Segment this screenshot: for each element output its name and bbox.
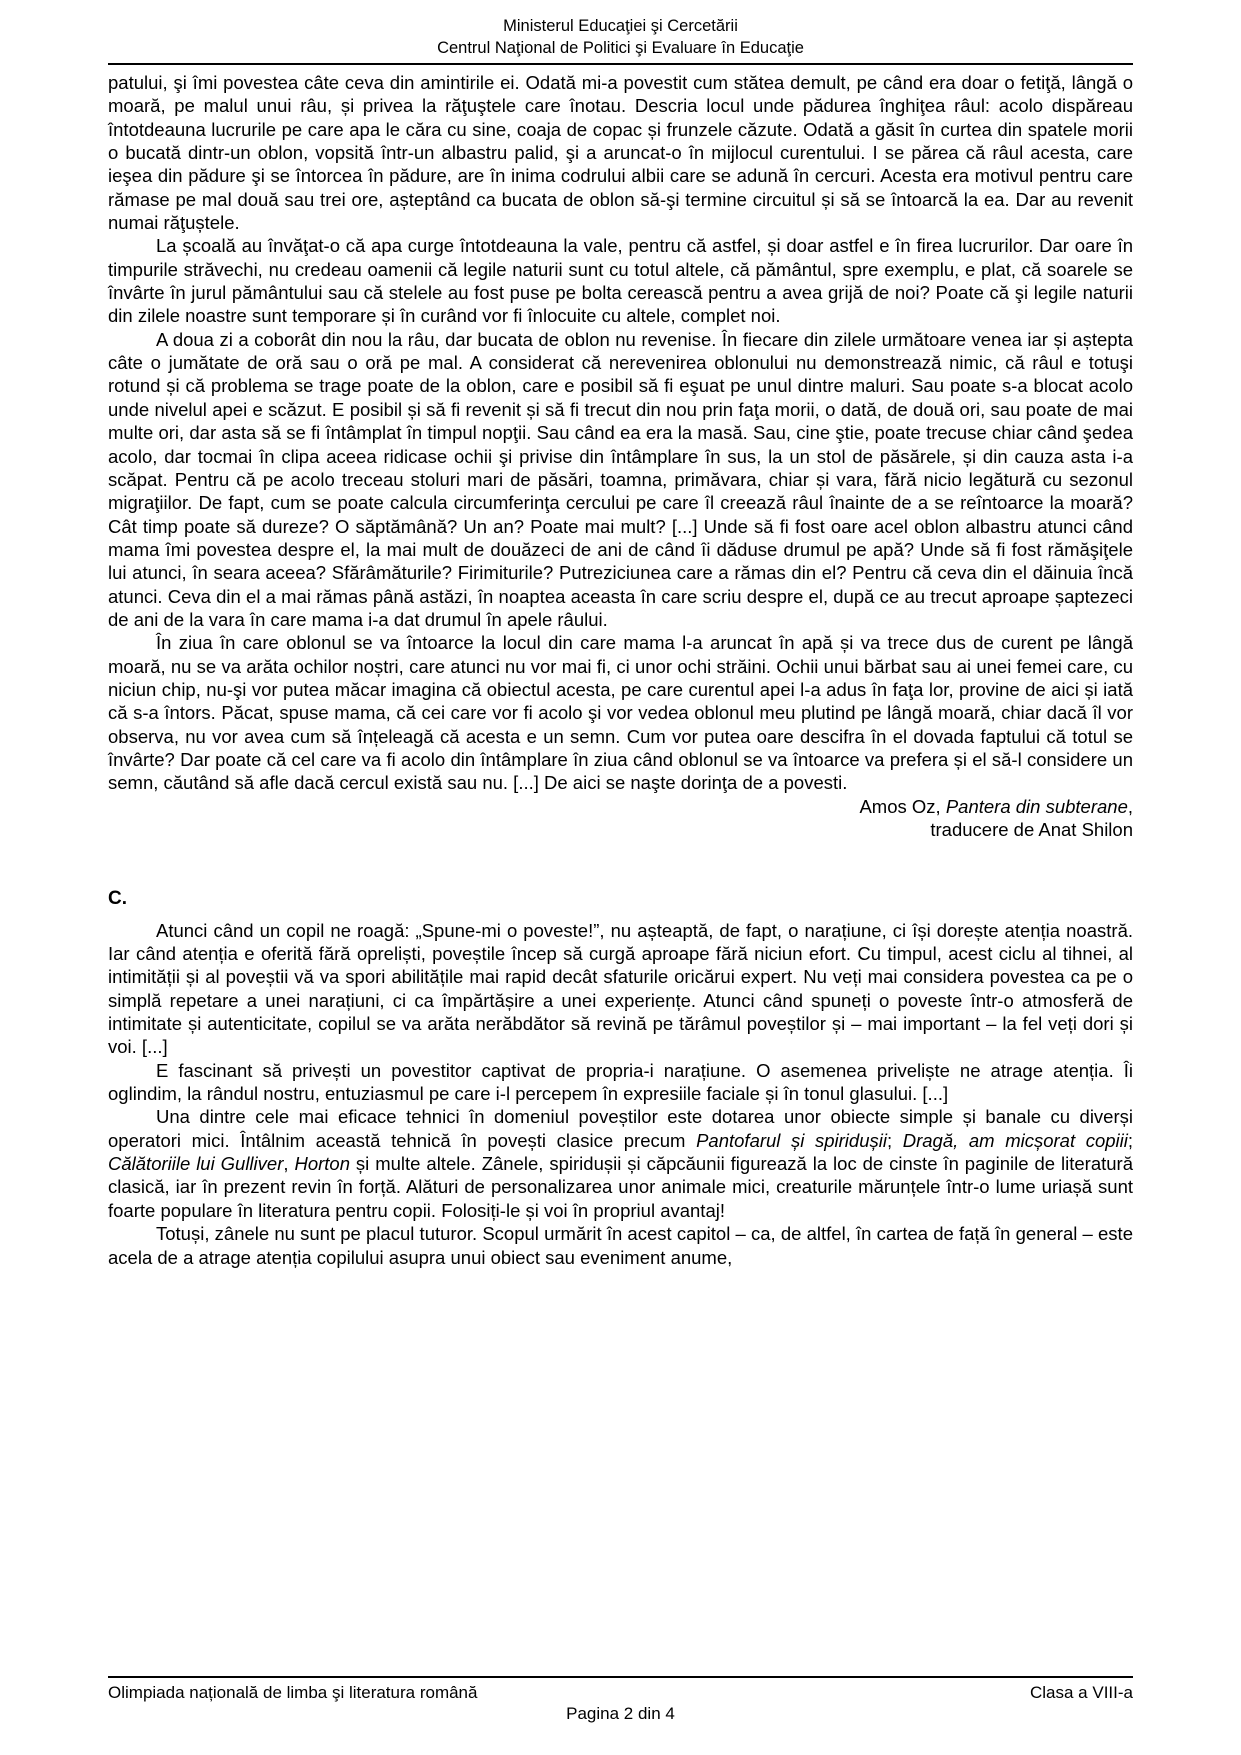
passage-c-paragraph-1: Atunci când un copil ne roagă: „Spune-mi o poveste!”, nu așteaptă, de fapt, o narațiune, ci își dorește atenția noastră. Iar când atenția e oferită fără opreliști, poveștile încep să curgă aproape fără niciun efort. Cu timpul, acest ciclu al tihnei, al intimității și al poveștii vă va spori abilitățile mai rapid decât sfaturile oricărui expert. Nu veți mai considera povestea ca pe o simplă repetare a unei narațiuni, ci ca împărtășire a unei experiențe. Atunci când spuneți o poveste într-o atmosferă de intimitate și autenticitate, copilul se va arăta nerăbdător să revină pe tărâmul poveștilor și – mai important – la fel veți dori și voi. [...] <box>108 919 1133 1058</box>
section-c-heading: C. <box>108 888 127 910</box>
passage-c-paragraph-2: E fascinant să privești un povestitor captivat de propria-i narațiune. O asemenea priveliște ne atrage atenția. Îi oglindim, la rândul nostru, entuziasmul pe care i-l percepem în expresiile faciale și în tonul glasului. [...] <box>108 1059 1133 1105</box>
passage-a-paragraph-2: La școală au învăţat-o că apa curge întotdeauna la vale, pentru că astfel, și doar astfel e în firea lucrurilor. Dar oare în timpurile străvechi, nu credeau oamenii că legile naturii sunt cu totul altele, că pământul, spre exemplu, e plat, că soarele se învârte în jurul pământului sau că stelele au fost puse pe bolta cerească pentru a avea grijă de noi? Poate că şi legile naturii din zilele noastre sunt temporare și în curând vor fi înlocuite cu altele, complet noi. <box>108 235 1133 327</box>
passage-a-paragraph-4: În ziua în care oblonul se va întoarce la locul din care mama l-a aruncat în apă și va trece dus de curent pe lângă moară, nu se va arăta ochilor noștri, care atunci nu vor mai fi, ci unor ochi străini. Ochii unui bărbat sau ai unei femei care, cu niciun chip, nu-şi vor putea măcar imagina că obiectul acesta, pe care curentul apei l-a adus în faţa lor, provine de aici și iată că s-a întors. Păcat, spuse mama, că cei care vor fi acolo şi vor vedea oblonul meu plutind pe lângă moară, chiar dacă îl vor observa, nu vor avea cum să înțeleagă că acesta e un semn. Cum vor putea oare descifra în el dovada faptului că totul se învârte? Dar poate că cel care va fi acolo din întâmplare în ziua când oblonul se va întoarce va prefera și el să-l considere un semn, căutând să afle dacă cercul există sau nu. [...] De aici se naşte dorinţa de a povesti. <box>108 632 1133 794</box>
passage-c <box>108 919 1133 1269</box>
footer-divider <box>108 1676 1133 1678</box>
attribution-author-title: Amos Oz, Pantera din subterane, <box>859 795 1133 817</box>
footer-olympiad-title: Olimpiada națională de limba şi literatura română <box>108 1683 478 1702</box>
footer-class-label: Clasa a VIII-a <box>1030 1683 1133 1702</box>
document-header <box>108 10 1133 59</box>
header-divider <box>108 63 1133 65</box>
passage-a <box>108 71 1133 841</box>
footer-top-line <box>108 1682 1133 1703</box>
attribution-translator: traducere de Anat Shilon <box>930 819 1133 840</box>
document-footer <box>108 1676 1133 1724</box>
header-ministry-line: Ministerul Educaţiei şi Cercetării <box>503 17 738 35</box>
passage-a-paragraph-1: patului, şi îmi povestea câte ceva din amintirile ei. Odată mi-a povestit cum stătea demult, pe când era doar o fetiţă, lângă o moară, pe malul unui râu, și privea la răţuştele care înotau. Descria locul unde pădurea înghiţea râul: acolo dispăreau întotdeauna lucrurile pe care apa le căra cu sine, coaja de copac și frunzele căzute. Odată a găsit în curtea din spatele morii o bucată dintr-un oblon, vopsită într-un albastru palid, şi a aruncat-o în mijlocul curentului. I se părea că râul acesta, care ieşea din pădure şi se întorcea în pădure, are în inima codrului albii care se adună în cercuri. Acesta era motivul pentru care rămase pe mal două sau trei ore, așteptând ca bucata de oblon să-şi termine circuitul și să se întoarcă la ea. Dar au revenit numai răţuștele. <box>108 72 1133 234</box>
passage-c-paragraph-3: Una dintre cele mai eficace tehnici în domeniul poveștilor este dotarea unor obiecte simple și banale cu diverși operatori mici. Întâlnim această tehnică în povești clasice precum Pantofarul și spiridușii; Dragă, am micșorat copiii; Călătoriile lui Gulliver, Horton și multe altele. Zânele, spiridușii și căpcăunii figurează la loc de cinste în paginile de literatură clasică, iar în prezent revin în forță. Alături de personalizarea unor animale mici, creaturile mărunțele într-o lume uriașă sunt foarte populare în literatura pentru copii. Folosiți-le și voi în propriul avantaj! <box>108 1106 1134 1221</box>
header-center-line: Centrul Naţional de Politici şi Evaluare în Educaţie <box>437 38 804 57</box>
source-attribution <box>108 795 1133 842</box>
footer-page-number: Pagina 2 din 4 <box>566 1704 675 1723</box>
passage-c-paragraph-4: Totuși, zânele nu sunt pe placul tuturor. Scopul urmărit în acest capitol – ca, de altfel, în cartea de față în general – este acela de a atrage atenția copilului asupra unui obiect sau eveniment anume, <box>108 1223 1133 1268</box>
passage-a-paragraph-3: A doua zi a coborât din nou la râu, dar bucata de oblon nu revenise. În fiecare din zilele următoare venea iar și aștepta câte o jumătate de oră sau o oră pe mal. A considerat că nerevenirea oblonului nu demonstrează nimic, că râul e totuşi rotund și că problema se trage poate de la oblon, care e posibil să fi eşuat pe unul dintre maluri. Sau poate s-a blocat acolo unde nivelul apei e scăzut. E posibil și să fi revenit și să fi trecut din nou prin faţa morii, o dată, de două ori, sau poate de mai multe ori, dar asta să se fi întâmplat în timpul nopţii. Sau când ea era la masă. Sau, cine ştie, poate trecuse chiar când şedea acolo, dar tocmai în clipa aceea ridicase ochii şi privise din întâmplare în sus, la un stol de păsărele, și din cauza asta i-a scăpat. Pentru că pe acolo treceau stoluri mari de păsări, toamna, primăvara, chiar și vara, fără nicio legătură cu sezonul migraţiilor. De fapt, cum se poate calcula circumferinţa cercului pe care îl creează râul înainte de a se reîntoarce la moară? Cât timp poate să dureze? O săptămână? Un an? Poate mai mult? [...] Unde să fi fost oare acel oblon albastru atunci când mama îmi povestea despre el, la mai mult de douăzeci de ani de când îi dăduse drumul pe apă? Unde să fi fost rămăşiţele lui atunci, în seara aceea? Sfărâmăturile? Firimiturile? Putreziciunea care a rămas din el? Pentru că ceva din el dăinuia încă atunci. Ceva din el a mai rămas până astăzi, în noaptea aceasta în care scriu despre el, după ce au trecut aproape șaptezeci de ani de la vara în care mama i-a dat drumul în apele râului. <box>108 328 1133 630</box>
